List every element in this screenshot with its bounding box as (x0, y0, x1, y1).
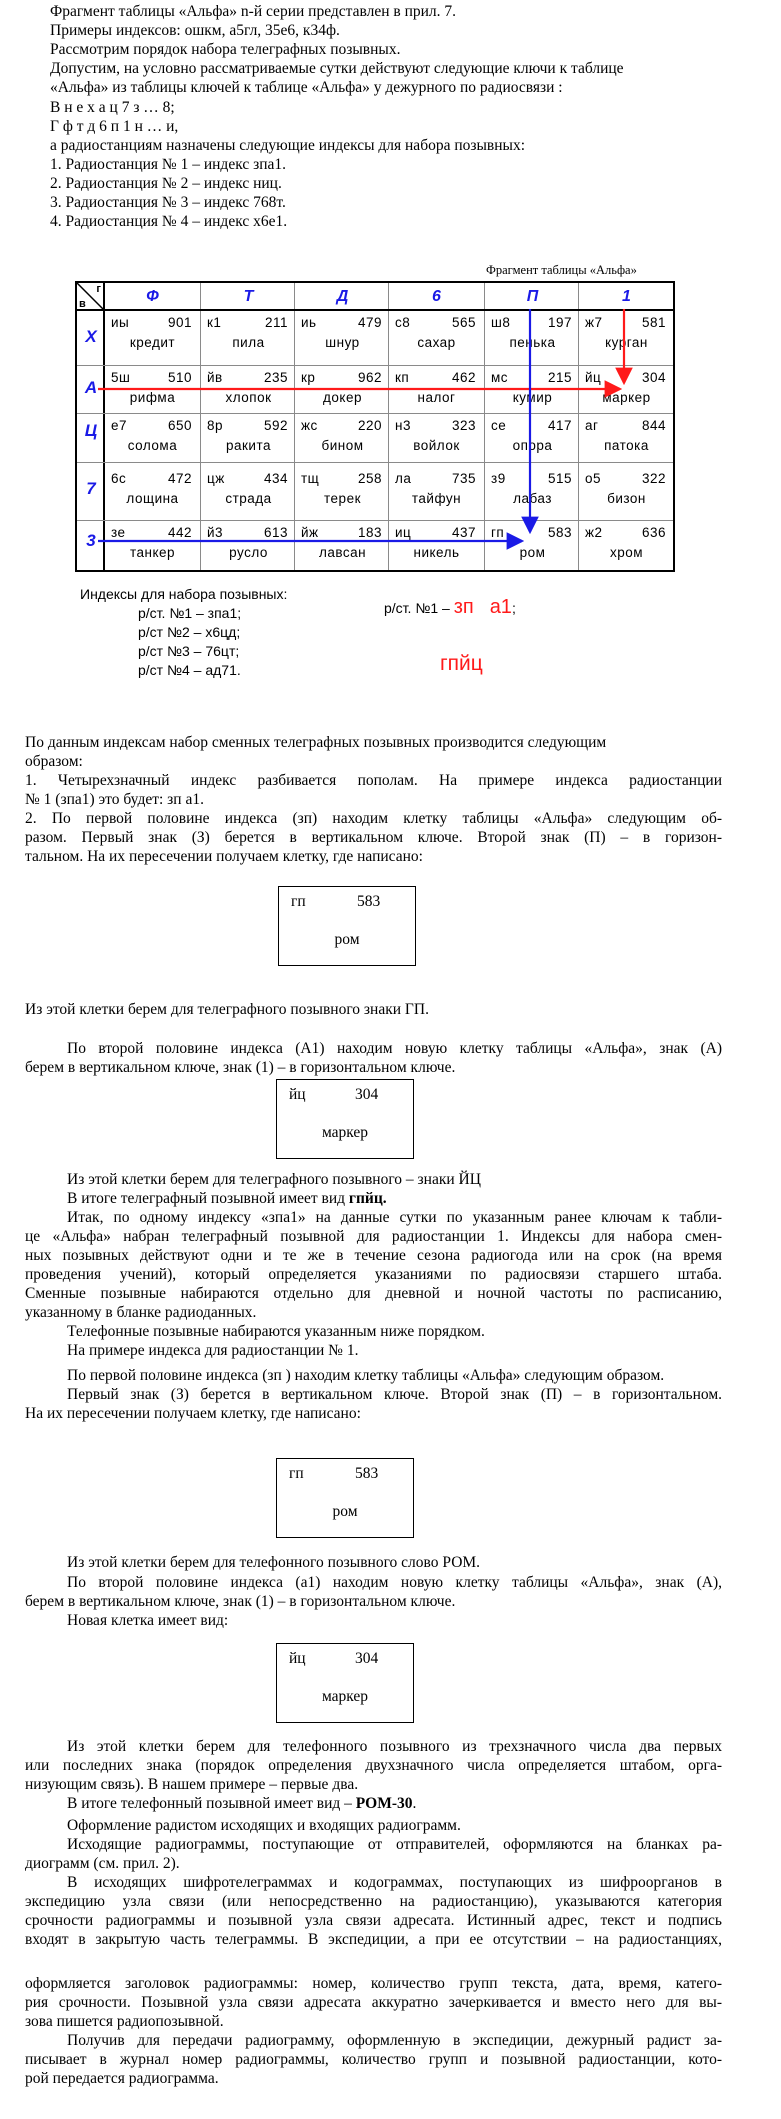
vertical-key-line: В н е х а ц 7 з … 8; (50, 99, 175, 116)
cell-code: гп (491, 525, 505, 540)
split-example (384, 596, 516, 619)
paragraph: низующим связь). В нашем примере – первые два. (25, 1776, 359, 1793)
text: В итоге телефонный позывной имеет вид – (67, 1795, 356, 1812)
index-item: р/ст №3 – 76цт; (138, 643, 240, 659)
intro-line: Фрагмент таблицы «Альфа» n-й серии представлен в прил. 7. (50, 3, 457, 20)
cell-word: страда (225, 491, 272, 506)
row-key: Х (85, 327, 97, 346)
split-example-label: р/ст. №1 – (384, 600, 454, 616)
cell-number: 442 (167, 525, 192, 540)
column-key: 6 (432, 288, 441, 305)
paragraph: Из этой клетки берем для телеграфного позывного знаки ГП. (25, 1001, 429, 1018)
cell-word: сахар (417, 335, 456, 350)
cell-word: войлок (413, 438, 460, 453)
paragraph: № 1 (зпа1) это будет: зп а1. (25, 791, 204, 808)
paragraph: образом: (25, 753, 83, 770)
cell-code: с8 (395, 315, 411, 330)
cell-code: й3 (207, 525, 224, 540)
cell-code: зе (111, 525, 126, 540)
paragraph: Телефонные позывные набираются указанным ниже порядком. (67, 1323, 485, 1340)
cell-code: цж (207, 471, 225, 486)
cell-code: иы (111, 315, 130, 330)
cell-number: 417 (547, 418, 572, 433)
cell-number: 322 (641, 471, 666, 486)
cell-number: 183 (357, 525, 382, 540)
paragraph: берем в вертикальном ключе, знак (1) – в горизонтальном ключе. (25, 1593, 456, 1610)
cell-code: иь (301, 315, 317, 330)
cell-number: 211 (264, 315, 288, 330)
cell-word: пенька (509, 335, 556, 350)
cell-code: йж (301, 525, 319, 540)
cell-code: кр (301, 370, 316, 385)
cell-number: 462 (451, 370, 476, 385)
paragraph: В исходящих шифротелеграммах и кодограммах, поступающих из шифроорганов в (67, 1874, 722, 1891)
intro-line: «Альфа» из таблицы ключей к таблице «Альфа» у дежурного по радиосвязи : (50, 79, 563, 96)
paragraph: рия срочности. Позывной узла связи адресата аккуратно зачеркивается и вместо него для вы- (25, 1994, 722, 2011)
cell-code: 6с (111, 471, 127, 486)
cell-number: 510 (167, 370, 192, 385)
paragraph: 2. По первой половине индекса (зп) находим клетку таблицы «Альфа» следующим об- (25, 810, 722, 827)
split-part-second: а1 (489, 596, 512, 618)
cell-number: 437 (451, 525, 476, 540)
paragraph: экспедицию узла связи (или непосредственно на радиостанцию), указываются категория (25, 1893, 722, 1910)
paragraph: берем в вертикальном ключе, знак (1) – в горизонтальном ключе. (25, 1059, 456, 1076)
cell-code: н3 (395, 418, 411, 433)
cell-word: солома (127, 438, 178, 453)
column-key: Т (243, 288, 254, 305)
paragraph: Из этой клетки берем для телефонного позывного слово РОМ. (67, 1554, 481, 1571)
column-key: 1 (622, 288, 631, 305)
paragraph: рой передается радиограмма. (25, 2070, 219, 2087)
cell-code: йц (289, 1086, 306, 1103)
cell-number: 220 (357, 418, 382, 433)
cell-word: никель (413, 545, 460, 560)
cell-number: 479 (357, 315, 382, 330)
row-key: 7 (86, 479, 96, 498)
paragraph: Сменные позывные набираются отдельно для дневной и ночной частоты по расписанию, (25, 1285, 722, 1302)
paragraph: Новая клетка имеет вид: (67, 1612, 229, 1629)
cell-word: ром (334, 931, 360, 948)
paragraph: це «Альфа» набран телеграфный позывной для радиостанции 1. Индексы для набора смен- (25, 1228, 722, 1245)
cell-box-yts (276, 1079, 414, 1159)
intro-line: Рассмотрим порядок набора телеграфных позывных. (50, 41, 401, 58)
cell-word: налог (417, 390, 456, 405)
cell-number: 583 (547, 525, 572, 540)
paragraph: писывает в журнал номер радиограммы, количество групп и позывной радиостанции, кото- (25, 2051, 722, 2068)
paragraph: зова пишется радиопозывной. (25, 2013, 224, 2030)
paragraph: По второй половине индекса (А1) находим новую клетку таблицы «Альфа», знак (А) (67, 1040, 722, 1057)
index-item: р/ст №4 – ад71. (138, 662, 241, 678)
cell-code: се (491, 418, 507, 433)
cell-code: ла (395, 471, 412, 486)
paragraph: Исходящие радиограммы, поступающие от отправителей, оформляются на бланках ра- (67, 1836, 722, 1853)
split-example-end: ; (511, 600, 516, 616)
cell-code: тщ (301, 471, 320, 486)
table-caption: Фрагмент таблицы «Альфа» (486, 263, 637, 277)
row-key: А (84, 378, 98, 397)
index-item: р/ст №2 – х6цд; (138, 624, 241, 640)
paragraph: На примере индекса для радиостанции № 1. (67, 1342, 359, 1359)
cell-code: гп (289, 1465, 304, 1482)
cell-code: ж2 (585, 525, 603, 540)
cell-word: опора (512, 438, 553, 453)
cell-number: 197 (547, 315, 572, 330)
station-index-line: 1. Радиостанция № 1 – индекс зпа1. (50, 156, 287, 173)
cell-code: жс (301, 418, 318, 433)
paragraph: диограмм (см. прил. 2). (25, 1855, 180, 1872)
cell-number: 258 (357, 471, 382, 486)
index-item: р/ст. №1 – зпа1; (138, 605, 242, 621)
cell-word: ракита (225, 438, 271, 453)
cell-number: 613 (263, 525, 288, 540)
cell-word: танкер (129, 545, 176, 560)
cell-number: 235 (263, 370, 288, 385)
cell-word: докер (323, 390, 362, 405)
cell-code: к1 (207, 315, 222, 330)
cell-code: е7 (111, 418, 128, 433)
cell-box-yts-2 (276, 1643, 414, 1723)
cell-code: з9 (491, 471, 506, 486)
cell-word: кумир (512, 390, 553, 405)
text: . (412, 1795, 417, 1812)
column-key: Д (336, 288, 349, 305)
column-key: П (526, 288, 539, 305)
paragraph: срочности радиограммы и позывной узла связи адресата. Истинный адрес, текст и подпись (25, 1912, 722, 1929)
column-key: Ф (146, 288, 159, 305)
cell-code: йц (585, 370, 602, 385)
paragraph: По второй половине индекса (а1) находим новую клетку таблицы «Альфа», знак (А), (67, 1574, 722, 1591)
paragraph: Итак, по одному индексу «зпа1» на данные сутки по указанным ранее ключам к табли- (67, 1209, 722, 1226)
cell-number: 323 (451, 418, 476, 433)
cell-word: бизон (607, 491, 646, 506)
cell-word: маркер (602, 390, 651, 405)
station-index-line: 3. Радиостанция № 3 – индекс 768т. (50, 194, 286, 211)
cell-code: мс (491, 370, 509, 385)
cell-code: 8р (207, 418, 224, 433)
paragraph: Получив для передачи радиограмму, оформленную в экспедиции, дежурный радист за- (67, 2032, 722, 2049)
cell-word: русло (229, 545, 268, 560)
section-title: Оформление радистом исходящих и входящих радиограмм. (67, 1817, 461, 1834)
cell-number: 215 (547, 370, 572, 385)
cell-number: 901 (167, 315, 192, 330)
paragraph: 1. Четырехзначный индекс разбивается пополам. На примере индекса радиостанции (25, 772, 722, 789)
horizontal-key-line: Г ф т д 6 п 1 н … и, (50, 118, 179, 135)
cell-word: пила (232, 335, 265, 350)
cell-code: ш8 (491, 315, 511, 330)
intro-line: Примеры индексов: ошкм, а5гл, 35е6, к34ф. (50, 22, 340, 39)
cell-number: 962 (357, 370, 382, 385)
paragraph: указанному в бланке радиоданных. (25, 1304, 257, 1321)
cell-code: аг (585, 418, 599, 433)
cell-word: ром (519, 545, 546, 560)
vertical-key-label: в (79, 298, 86, 310)
paragraph: оформляется заголовок радиограммы: номер, количество групп текста, дата, время, катего- (25, 1975, 722, 1992)
cell-word: хлопок (225, 390, 272, 405)
paragraph: Из этой клетки берем для телефонного позывного из трехзначного числа два первых (67, 1738, 722, 1755)
paragraph: тальном. На их пересечении получаем клетку, где написано: (25, 848, 423, 865)
intro-line: Допустим, на условно рассматриваемые сутки действуют следующие ключи к таблице (50, 60, 624, 77)
paragraph: На их пересечении получаем клетку, где написано: (25, 1405, 361, 1422)
cell-word: курган (605, 335, 648, 350)
station-index-line: 4. Радиостанция № 4 – индекс х6е1. (50, 213, 288, 230)
cell-number: 304 (355, 1650, 379, 1667)
cell-number: 565 (451, 315, 476, 330)
cell-code: йц (289, 1650, 306, 1667)
cell-code: йв (207, 370, 223, 385)
cell-word: шнур (325, 335, 360, 350)
cell-word: маркер (321, 1688, 369, 1705)
telegraph-callsign: гпйц. (348, 1190, 387, 1207)
lookup-arrows (0, 0, 781, 600)
cell-number: 515 (547, 471, 572, 486)
cell-word: хром (609, 545, 644, 560)
text: В итоге телеграфный позывной имеет вид (67, 1190, 349, 1207)
cell-code: кп (395, 370, 410, 385)
cell-code: гп (291, 893, 306, 910)
paragraph (67, 1794, 416, 1813)
cell-word: ром (332, 1503, 358, 1520)
station-index-line: 2. Радиостанция № 2 – индекс ниц. (50, 175, 282, 192)
paragraph: ных позывных действуют одни и те же в течение сезона радиогода или на срок (на время (25, 1247, 722, 1264)
cell-number: 304 (355, 1086, 379, 1103)
horizontal-key-label: г (96, 283, 101, 295)
cell-word: бином (321, 438, 364, 453)
telephone-callsign: РОМ-30 (355, 1795, 413, 1812)
cell-code: о5 (585, 471, 602, 486)
cell-code: ж7 (585, 315, 603, 330)
cell-code: иц (395, 525, 412, 540)
cell-number: 434 (263, 471, 288, 486)
row-key: Ц (84, 421, 98, 440)
cell-word: патока (604, 438, 649, 453)
cell-word: кредит (129, 335, 176, 350)
paragraph: или последних знака (порядок определения двухзначного числа определяется штабом, орга- (25, 1757, 722, 1774)
cell-number: 636 (641, 525, 666, 540)
paragraph: Из этой клетки берем для телеграфного позывного – знаки ЙЦ (67, 1171, 481, 1188)
cell-word: лощина (126, 491, 179, 506)
paragraph: По первой половине индекса (зп ) находим клетку таблицы «Альфа» следующим образом. (67, 1367, 665, 1384)
cell-word: терек (324, 491, 361, 506)
cell-number: 592 (263, 418, 288, 433)
cell-word: тайфун (411, 491, 462, 506)
cell-number: 472 (167, 471, 192, 486)
cell-number: 650 (167, 418, 192, 433)
cell-word: маркер (321, 1124, 369, 1141)
callsign-result: гпйц (440, 652, 483, 675)
cell-box-gp-2 (276, 1458, 414, 1538)
paragraph: входят в закрытую часть телеграммы. В экспедиции, а при ее отсутствии – на радиостанциях, (25, 1931, 722, 1948)
split-part-first: зп (453, 596, 474, 618)
cell-word: рифма (129, 390, 176, 405)
intro-line: а радиостанциям назначены следующие индексы для набора позывных: (50, 137, 525, 154)
paragraph: проведения учений), который определяется указаниями по радиосвязи старшего штаба. (25, 1266, 722, 1283)
paragraph: По данным индексам набор сменных телеграфных позывных производится следующим (25, 734, 607, 751)
paragraph (67, 1189, 387, 1208)
paragraph: разом. Первый знак (З) берется в вертикальном ключе. Второй знак (П) – в горизон- (25, 829, 722, 846)
cell-number: 735 (451, 471, 476, 486)
cell-number: 583 (357, 893, 381, 910)
cell-word: лабаз (513, 491, 552, 506)
cell-number: 844 (641, 418, 666, 433)
cell-word: лавсан (318, 545, 367, 560)
cell-number: 583 (355, 1465, 379, 1482)
row-key: 3 (86, 531, 96, 550)
paragraph: Первый знак (З) берется в вертикальном ключе. Второй знак (П) – в горизонтальном. (67, 1386, 722, 1403)
cell-code: 5ш (111, 370, 131, 385)
cell-number: 304 (641, 370, 666, 385)
indexes-title: Индексы для набора позывных: (80, 586, 288, 602)
cell-number: 581 (641, 315, 666, 330)
cell-box-gp (278, 886, 416, 966)
